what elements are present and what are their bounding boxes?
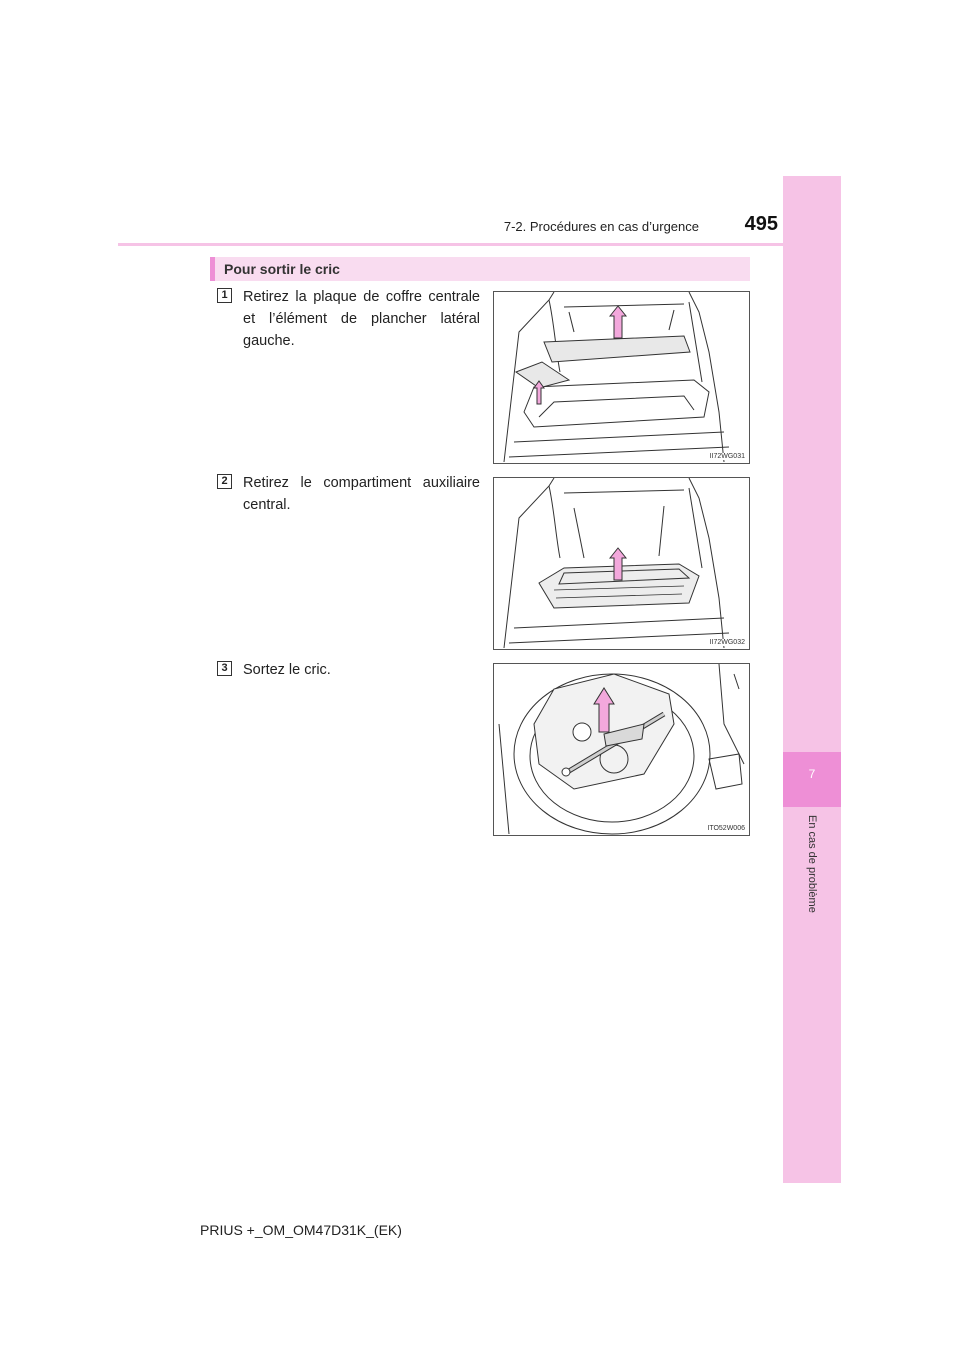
step-text-1: Retirez la plaque de coffre centrale et l’élément de plancher latéral gauche. — [243, 289, 480, 349]
figure-2-auxiliary-box — [493, 477, 750, 650]
header-divider — [118, 243, 840, 246]
step-text-3: Sortez le cric. — [243, 662, 331, 678]
figure-3-jack-removal — [493, 663, 750, 836]
chapter-number: 7 — [808, 767, 816, 781]
figure-code-2: II72WG032 — [709, 639, 745, 646]
chapter-label: En cas de problème — [806, 815, 818, 913]
chapter-side-tab — [783, 176, 841, 1183]
figure-code-1: II72WG031 — [709, 453, 745, 460]
subsection-header — [210, 257, 750, 281]
section-title: 7-2. Procédures en cas d’urgence — [503, 219, 699, 234]
document-id-footer: PRIUS +_OM_OM47D31K_(EK) — [200, 1222, 402, 1238]
subsection-accent-bar — [210, 257, 215, 281]
figure-1-trunk-floor-board — [493, 291, 750, 464]
subsection-title: Pour sortir le cric — [224, 261, 340, 277]
step-text-2: Retirez le compartiment auxiliaire central. — [243, 475, 480, 513]
step-badge-2: 2 — [217, 474, 232, 489]
jack-illustration — [494, 664, 749, 835]
trunk-board-illustration — [494, 292, 749, 463]
step-badge-1: 1 — [217, 288, 232, 303]
step-badge-3: 3 — [217, 661, 232, 676]
figure-code-3: ITO52W006 — [707, 825, 745, 832]
auxiliary-box-illustration — [494, 478, 749, 649]
page-number: 495 — [744, 213, 778, 235]
